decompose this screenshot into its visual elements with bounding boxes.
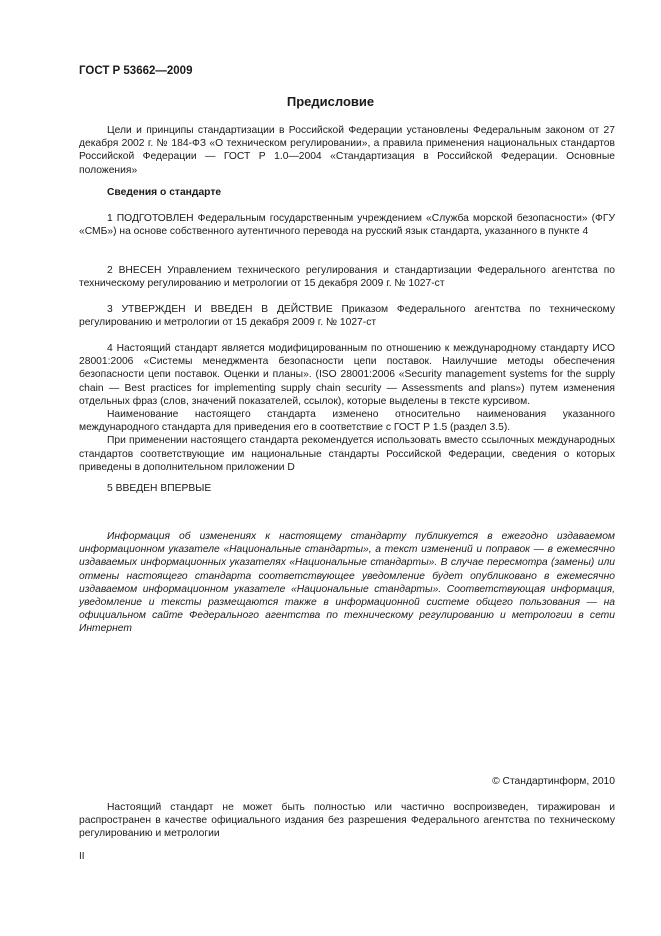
item-4 xyxy=(79,342,615,474)
info-heading: Сведения о стандарте xyxy=(107,187,222,198)
page-title: Предисловие xyxy=(286,94,375,109)
item-4-text-a: 4 Настоящий стандарт является модифицированным по отношению к международному стандарту ИСО 28001:2006 «Системы менеджмента безопасности цепи поставок. Наилучшие методы обеспечения безопасности цепи поставок. Оценки и планы». (ISO 28001:2006 «Security management systems for the supply chain — Best practices for implementing supply chain security — Assessments and plans») путем изменения отдельных фраз (слов, значений показателей, ссылок), которые выделены в тексте курсивом. xyxy=(79,343,615,407)
item-2-text: 2 ВНЕСЕН Управлением технического регулирования и стандартизации Федерального агентства по техническому регулированию и метрологии от 15 декабря 2009 г. № 1027-ст xyxy=(79,265,615,290)
intro-text: Цели и принципы стандартизации в Российской Федерации установлены Федеральным законом от 27 декабря 2002 г. № 184-ФЗ «О техническом регулировании», а правила применения национальных стандартов Российской Федерации — ГОСТ Р 1.0—2004 «Стандартизация в Российской Федерации. Основные положения» xyxy=(79,125,615,176)
item-1-text: 1 ПОДГОТОВЛЕН Федеральным государственным учреждением «Служба морской безопасности» (ФГУ «СМБ») на основе собственного аутентичного перевода на русский язык стандарта, указанного в пункте 4 xyxy=(79,213,615,238)
item-5 xyxy=(79,482,615,495)
page-number: II xyxy=(79,851,85,862)
item-4-text-b: Наименование настоящего стандарта изменено относительно наименования указанного международного стандарта для приведения его в соответствие с ГОСТ Р 1.5 (раздел 3.5). xyxy=(79,409,615,434)
item-4-text-c: При применении настоящего стандарта рекомендуется использовать вместо ссылочных международных стандартов соответствующие им национальные стандарты Российской Федерации, сведения о которых приведены в дополнительном приложении D xyxy=(79,435,615,473)
item-3 xyxy=(79,303,615,329)
item-1 xyxy=(79,212,615,238)
intro-paragraph xyxy=(79,124,615,177)
document-code-header: ГОСТ Р 53662—2009 xyxy=(79,65,193,77)
item-2 xyxy=(79,264,615,290)
rights-paragraph xyxy=(79,801,615,841)
copyright-line: © Стандартинформ, 2010 xyxy=(492,776,615,787)
notice-paragraph xyxy=(79,530,615,636)
rights-text: Настоящий стандарт не может быть полностью или частично воспроизведен, тиражирован и распространен в качестве официального издания без разрешения Федерального агентства по техническому регулированию и метрологии xyxy=(79,802,615,840)
notice-text: Информация об изменениях к настоящему стандарту публикуется в ежегодно издаваемом информационном указателе «Национальные стандарты», а текст изменений и поправок — в ежемесячно издаваемых информационных указателях «Национальные стандарты». В случае пересмотра (замены) или отмены настоящего стандарта соответствующее уведомление будет опубликовано в ежемесячно издаваемом информационном указателе «Национальные стандарты». Соответствующая информация, уведомление и тексты размещаются также в информационной системе общего пользования — на официальном сайте Федерального агентства по техническому регулированию и метрологии в сети Интернет xyxy=(79,531,615,635)
item-5-text: 5 ВВЕДЕН ВПЕРВЫЕ xyxy=(107,483,212,494)
item-3-text: 3 УТВЕРЖДЕН И ВВЕДЕН В ДЕЙСТВИЕ Приказом Федерального агентства по техническому регулированию и метрологии от 15 декабря 2009 г. № 1027-ст xyxy=(79,304,615,329)
